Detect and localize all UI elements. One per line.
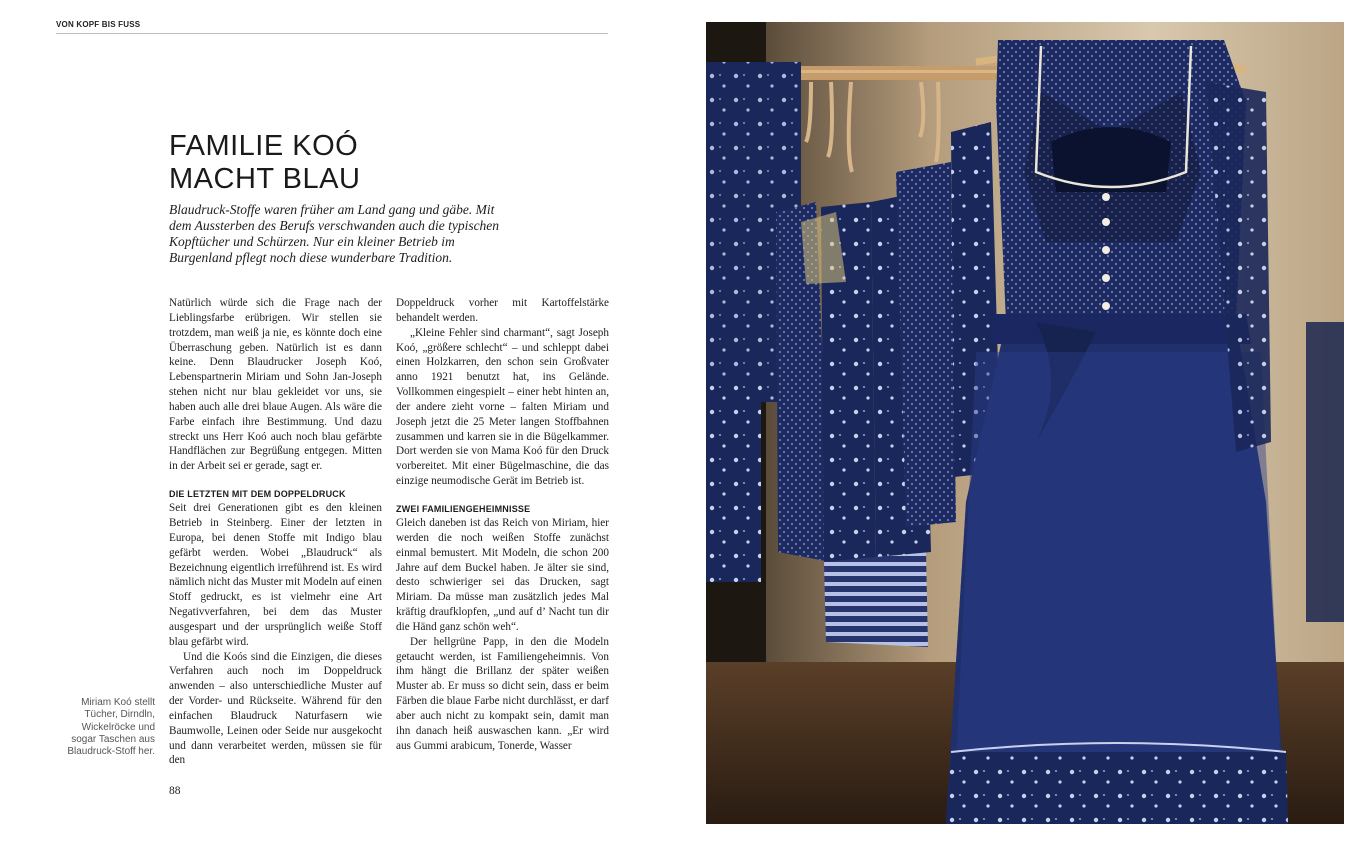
caption-line: Wickelröcke und (81, 721, 155, 733)
paragraph: Doppeldruck vorher mit Kartoffelstärke behandelt werden. (396, 297, 609, 324)
dirndl-photo (706, 22, 1344, 824)
caption-line: Tücher, Dirndln, (84, 709, 155, 721)
paragraph: „Kleine Fehler sind charmant“, sagt Joseph Koó, „größere schlecht“ – und schleppt dabei einen Holzkarren, den schon sein Großvater anno 1921 benutzt hat, ins Gelände. Vollkommen eingespielt – einer hebt hinten an, der andere zieht vorne – falten Miriam und Joseph jetzt die 25 Meter langen Stoffbahnen zusammen und karren sie in die Bügelkammer. Dort werden sie von Mama Koó für den Druck vorbereitet. Mit einer Bügelmaschine, die das einzige neumodische Gerät im Betrieb ist. (396, 326, 609, 488)
page-number: 88 (169, 785, 181, 797)
article-title (169, 130, 589, 196)
caption-line: Blaudruck-Stoff her. (67, 746, 155, 758)
subheading: DIE LETZTEN MIT DEM DOPPELDRUCK (169, 489, 346, 500)
paragraph: Der hellgrüne Papp, in den die Modeln getaucht werden, ist Familiengeheimnis. Von ihm hängt die Brillanz der später weißen Muster ab. Er muss so dicht sein, dass er beim Färben die blaue Farbe nicht durchlässt, er darf aber auch nicht zu kompakt sein, damit man ihn danach heiß auswaschen kann. „Er wird aus Gummi arabicum, Tonerde, Wasser (396, 635, 609, 752)
paragraph: Seit drei Generationen gibt es den kleinen Betrieb in Steinberg. Einer der letzten in Europa, bei denen Stoffe mit Indigo blau gefärbt werden. Wobei „Blaudruck“ als Bezeichnung eigentlich irreführend ist. Es wird nämlich nicht das Muster mit Modeln auf einen Stoff gedruckt, es ist vielmehr eine Art Negativverfahren, bei dem das Muster ausgespart und der ursprünglich weiße Stoff blau gefärbt wird. (169, 502, 382, 648)
title-line-1: FAMILIE KOÓ (169, 130, 359, 162)
text-column-2 (396, 296, 609, 753)
paragraph: Natürlich würde sich die Frage nach der Lieblingsfarbe erübrigen. Wir stellen sie trotzdem, man weiß ja nie, es könnte doch eine Überraschung geben. Natürlich ist es dann keine. Denn Blaudrucker Joseph Koó, Lebenspartnerin Miriam und Sohn Jan-Joseph stehen nicht nur blau gekleidet vor uns, sie haben auch alle drei blaue Augen. Als wäre die Farbe einfach ihre Bestimmung. Und dazu streckt uns Herr Koó auch noch blau gefärbte Handflächen zur Begrüßung entgegen. Mitten in der Arbeit sei er gerade, sagt er. (169, 297, 382, 473)
subheading: ZWEI FAMILIENGEHEIMNISSE (396, 503, 531, 514)
lead-paragraph: Blaudruck-Stoffe waren früher am Land gang und gäbe. Mit dem Aussterben des Berufs verschwanden auch die typischen Kopftücher und Schürzen. Nur ein kleiner Betrieb im Burgenland pflegt noch diese wunderbare Tradition. (169, 202, 500, 265)
caption-line: Miriam Koó stellt (81, 697, 155, 708)
photo-caption (60, 697, 155, 758)
header-rule (56, 33, 608, 34)
section-label: VON KOPF BIS FUSS (56, 20, 141, 29)
caption-line: sogar Taschen aus (71, 733, 155, 745)
text-column-1 (169, 296, 382, 768)
paragraph: Und die Koós sind die Einzigen, die dieses Verfahren auch noch im Doppeldruck anwenden – also unterschiedliche Muster auf der Vorder- und Rückseite. Während für den einfachen Blaudruck Naturfasern wie Baumwolle, Leinen oder Seide nur ausgekocht und dann verarbeitet werden, müssen sie für den (169, 650, 382, 767)
background-fabric-right (1306, 322, 1344, 622)
paragraph: Gleich daneben ist das Reich von Miriam, hier werden die noch weißen Stoffe zunächst einmal bemustert. Mit Modeln, die schon 200 Jahre auf dem Buckel haben. Je älter sie sind, desto schwieriger sei das Drucken, sagt Miriam. Da müsse man zusätzlich jedes Mal kräftig draufklopfen, „und auf d’ Nacht tun dir die Händ ganz schön weh“. (396, 516, 609, 633)
title-line-2: MACHT BLAU (169, 163, 361, 195)
